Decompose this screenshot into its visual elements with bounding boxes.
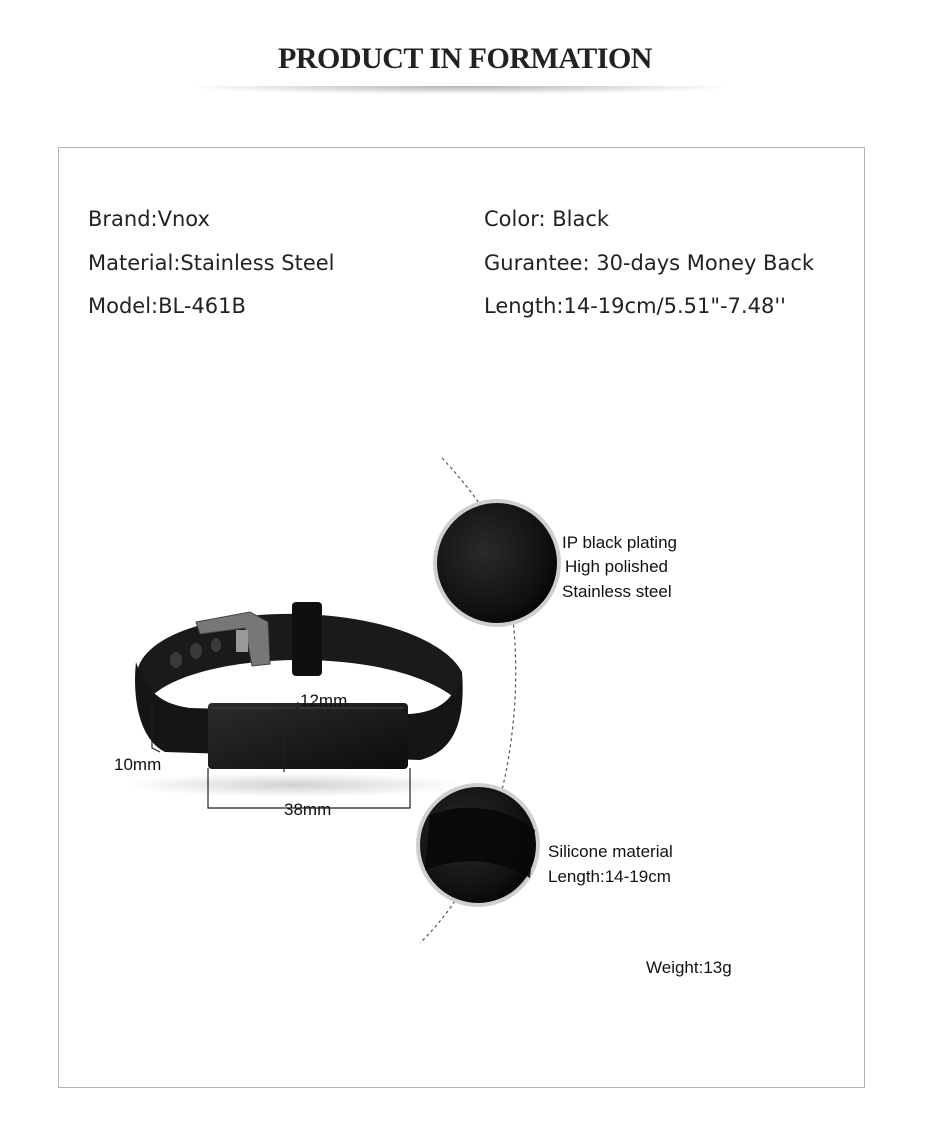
- dim-band-label: 10mm: [114, 755, 162, 774]
- spec-material: Material:Stainless Steel: [88, 251, 335, 275]
- plating-label-line3: Stainless steel: [562, 582, 672, 601]
- page-title: PRODUCT IN FORMATION: [278, 42, 652, 75]
- silicone-label-line2: Length:14-19cm: [548, 867, 671, 886]
- spec-guarantee: Gurantee: 30-days Money Back: [484, 251, 815, 275]
- silicone-label-line1: Silicone material: [548, 842, 673, 861]
- plating-closeup-disc: [435, 501, 559, 625]
- spec-color: Color: Black: [484, 207, 610, 231]
- spec-brand: Brand:Vnox: [88, 207, 210, 231]
- weight-label: Weight:13g: [646, 958, 732, 977]
- plating-label-line1: IP black plating: [562, 533, 677, 552]
- spec-model: Model:BL-461B: [88, 294, 246, 318]
- dim-height-label: 12mm: [300, 691, 348, 710]
- plating-label-line2: High polished: [565, 557, 669, 576]
- spec-length: Length:14-19cm/5.51"-7.48'': [484, 294, 786, 318]
- dim-width-label: 38mm: [284, 800, 332, 819]
- bracelet-image: [125, 602, 465, 797]
